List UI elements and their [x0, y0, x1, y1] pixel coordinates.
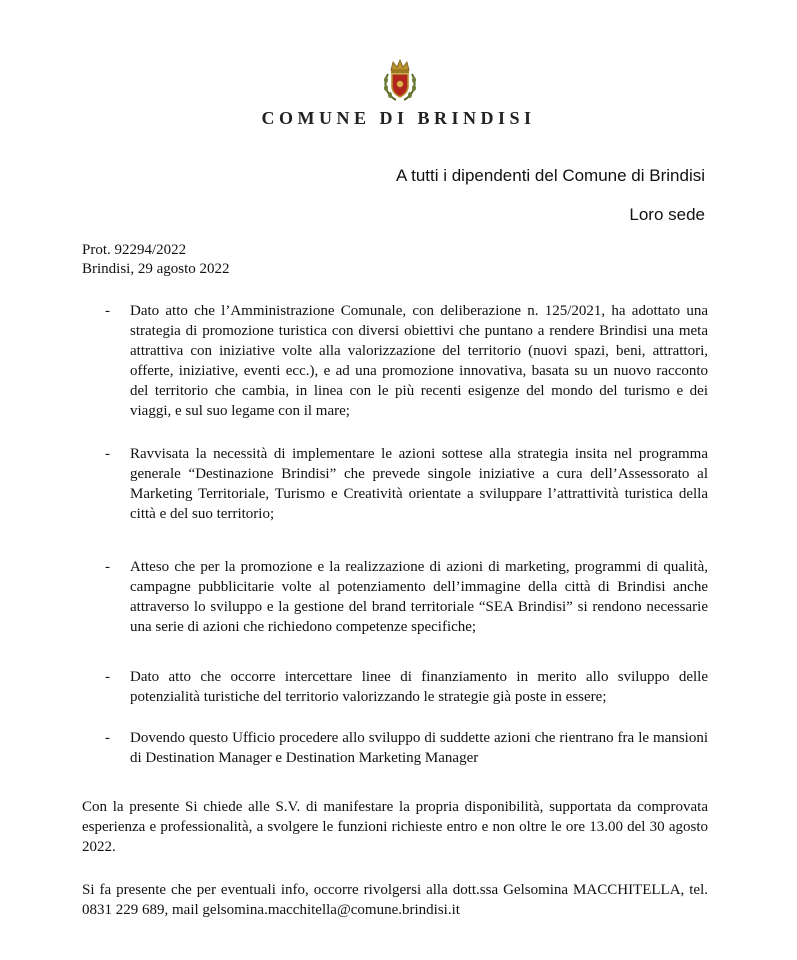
protocol-number: Prot. 92294/2022: [82, 242, 187, 258]
place-date: Brindisi, 29 agosto 2022: [82, 261, 230, 277]
city-coat-of-arms-icon: [380, 58, 420, 104]
list-marker: -: [105, 559, 110, 575]
list-item-text: Dato atto che l’Amministrazione Comunale, con deliberazione n. 125/2021, ha adottato una strategia di promozione turistica con diversi obiettivi che puntano a rendere Brindisi una meta attrattiva con iniziative volte alla valorizzazione del territorio (nuovi spazi, beni, attrattori, offerte, iniziative, eventi ecc.), e ad una promozione innovativa, basata su un nuovo racconto del territorio che cambia, in linea con le più recenti esigenze del mondo del turismo e dei viaggi, e sul suo legame con il mare;: [130, 303, 708, 419]
list-marker: -: [105, 303, 110, 319]
recipient-line: A tutti i dipendenti del Comune di Brindisi: [395, 166, 705, 185]
institution-title: COMUNE DI BRINDISI: [261, 108, 536, 128]
protocol-block: [82, 241, 230, 279]
request-paragraph: Con la presente Si chiede alle S.V. di manifestare la propria disponibilità, supportata da comprovata esperienza e professionalità, a svolgere le funzioni richieste entro e non oltre le ore 13.00 del 30 agosto 2022.: [82, 799, 708, 855]
list-marker: -: [105, 446, 110, 462]
list-item-text: Atteso che per la promozione e la realizzazione di azioni di marketing, programmi di qualità, campagne pubblicitarie volte al potenziamento dell’immagine della città di Brindisi anche attraverso lo sviluppo e la gestione del brand territoriale “SEA Brindisi” si rendono necessarie una serie di azioni che richiedono competenze specifiche;: [130, 559, 708, 635]
contact-paragraph: Si fa presente che per eventuali info, occorre rivolgersi alla dott.ssa Gelsomina MACCHITELLA, tel. 0831 229 689, mail gelsomina.macchitella@comune.brindisi.it: [82, 882, 708, 918]
list-item-text: Ravvisata la necessità di implementare le azioni sottese alla strategia insita nel programma generale “Destinazione Brindisi” che prevede singole iniziative a cura dell’Assessorato al Marketing Territoriale, Turismo e Creatività orientate a sviluppare l’attrattività turistica della città e del suo territorio;: [130, 446, 708, 522]
list-marker: -: [105, 730, 110, 746]
list-item-text: Dovendo questo Ufficio procedere allo sviluppo di suddette azioni che rientrano fra le mansioni di Destination Manager e Destination Marketing Manager: [130, 730, 708, 766]
list-marker: -: [105, 669, 110, 685]
list-item-text: Dato atto che occorre intercettare linee di finanziamento in merito allo sviluppo delle potenzialità turistiche del territorio valorizzando le strategie già poste in essere;: [130, 669, 708, 705]
recipient-location: Loro sede: [629, 205, 705, 224]
